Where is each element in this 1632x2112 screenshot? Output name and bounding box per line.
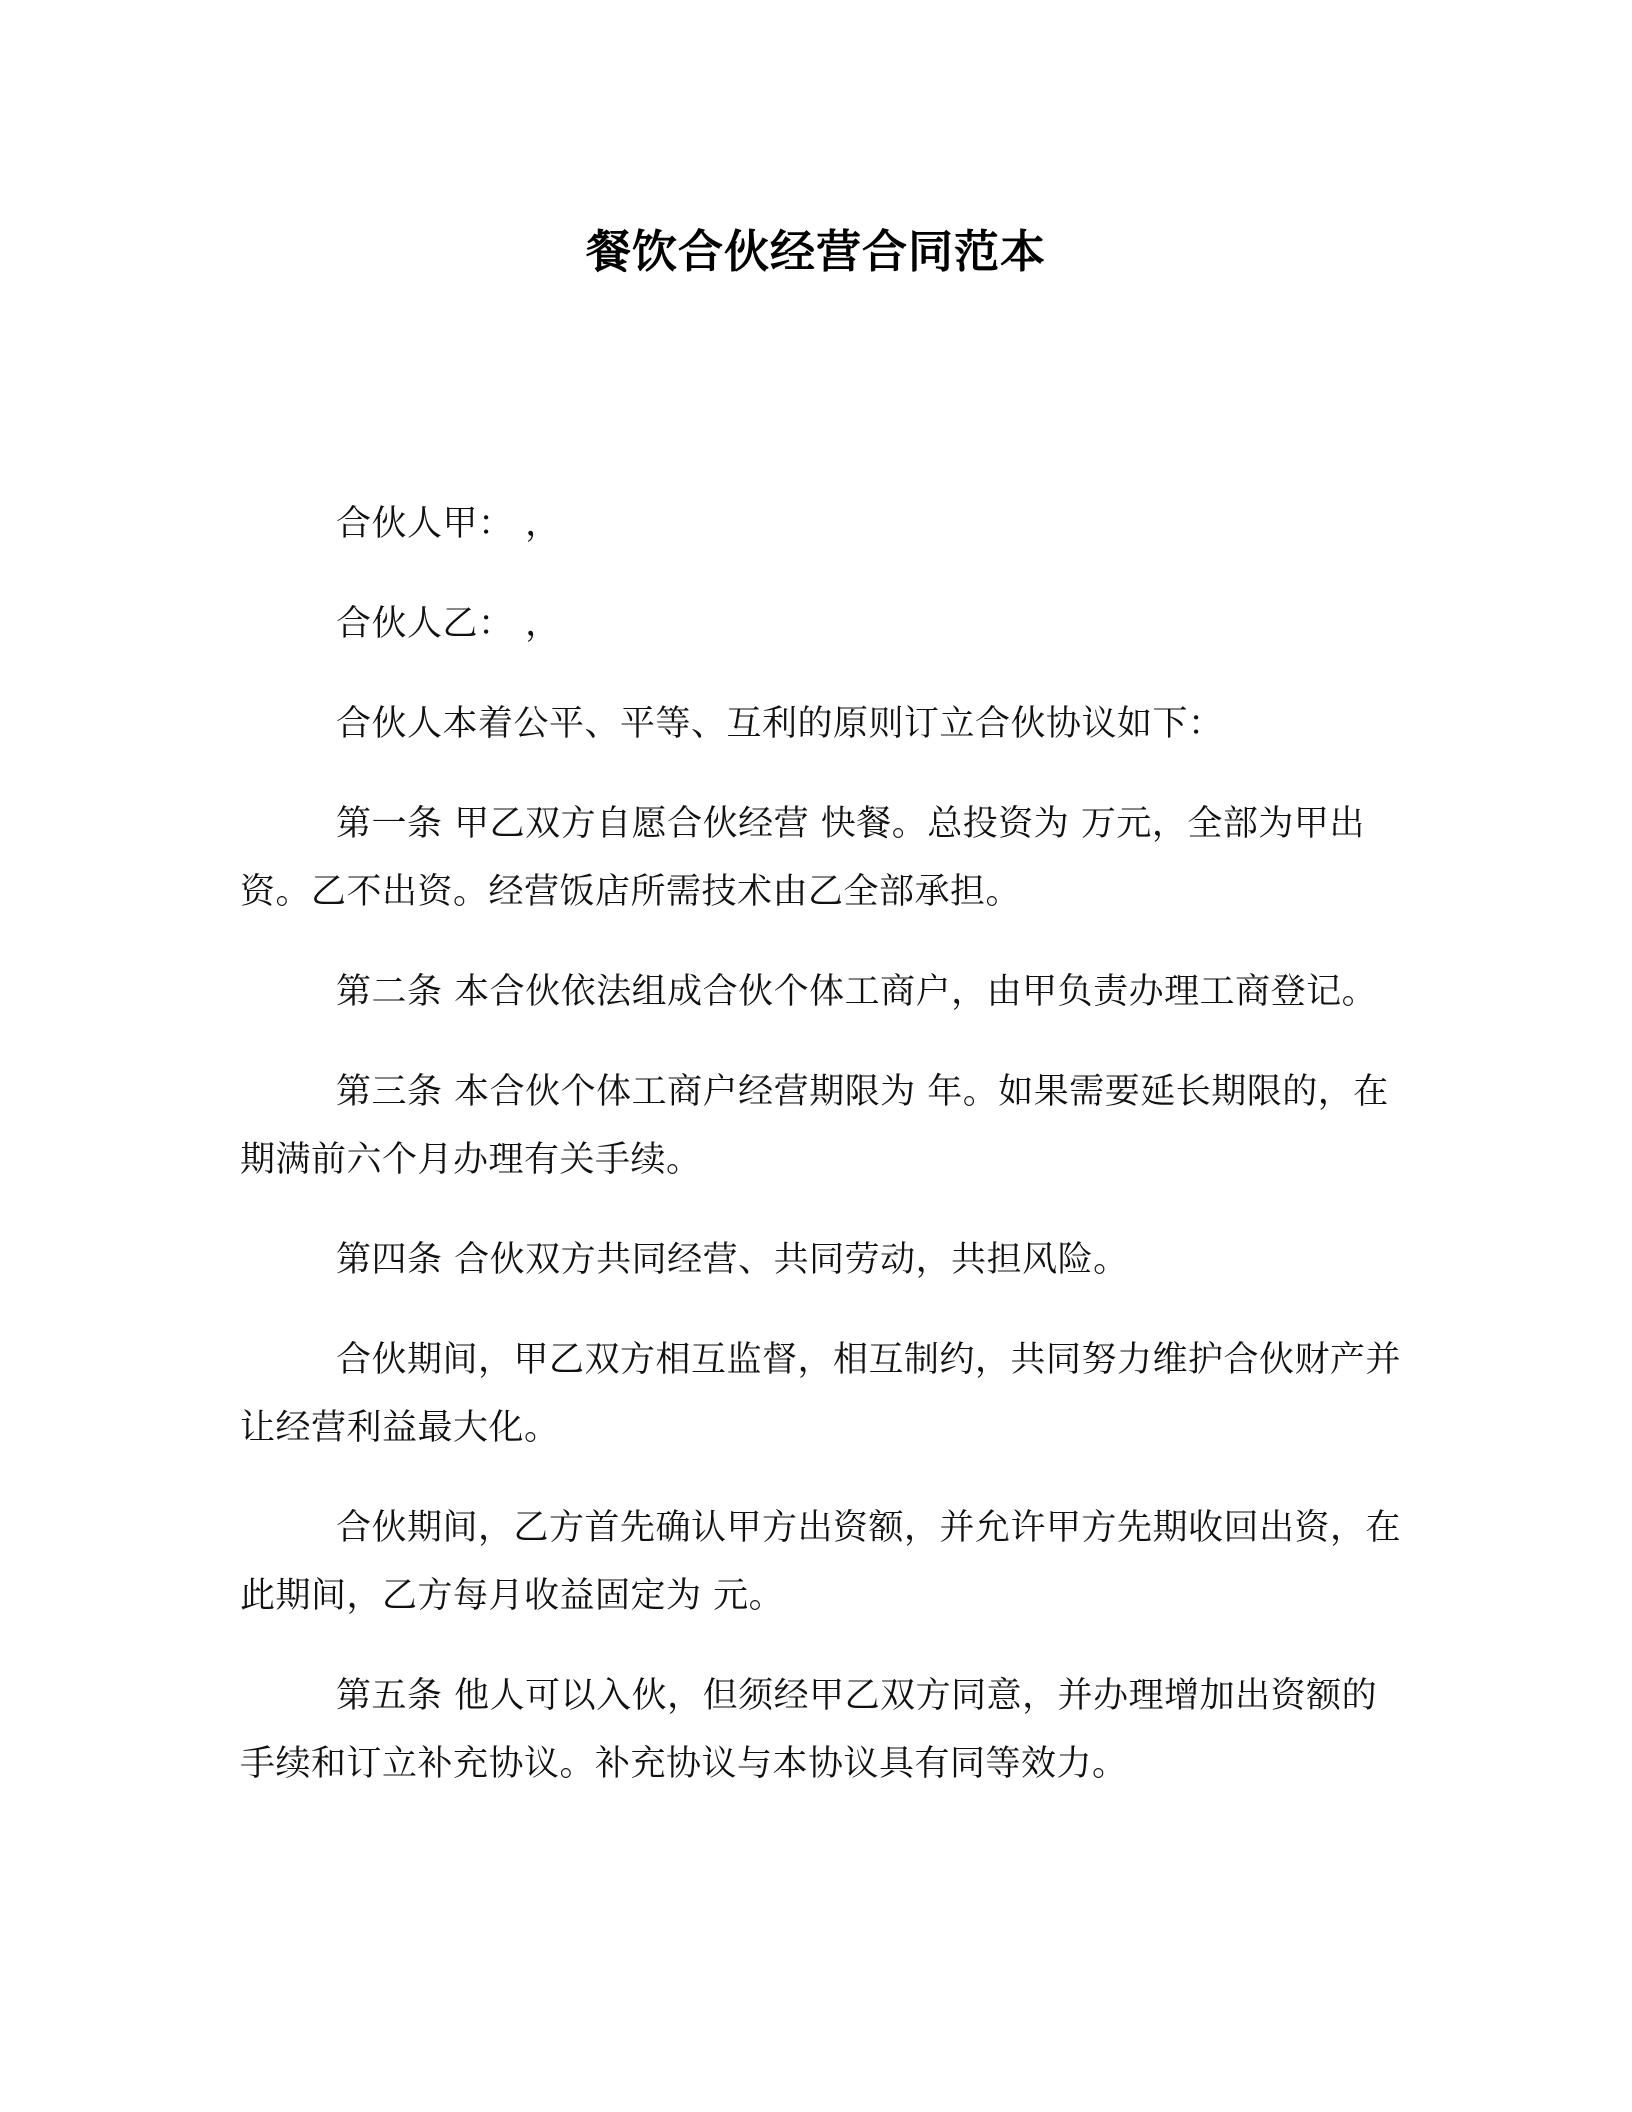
article-4: 第四条 合伙双方共同经营、共同劳动，共担风险。 [336,1240,1129,1280]
article-4-return: 合伙期间，乙方首先确认甲方出资额，并允许甲方先期收回出资，在此期间，乙方每月收益固定为 元。 [240,1508,1402,1616]
article-4-supervision: 合伙期间，甲乙双方相互监督，相互制约，共同努力维护合伙财产并让经营利益最大化。 [240,1340,1402,1448]
article-1: 第一条 甲乙双方自愿合伙经营 快餐。总投资为 万元，全部为甲出资。乙不出资。经营饭店所需技术由乙全部承担。 [240,804,1365,912]
partner-b-line: 合伙人乙： ， [336,604,561,644]
partner-a-line: 合伙人甲： ， [336,504,561,544]
article-2: 第二条 本合伙依法组成合伙个体工商户，由甲负责办理工商登记。 [336,972,1378,1012]
document-title: 餐饮合伙经营合同范本 [585,225,1046,278]
article-5: 第五条 他人可以入伙，但须经甲乙双方同意，并办理增加出资额的手续和订立补充协议。补充协议与本协议具有同等效力。 [240,1676,1378,1784]
article-3: 第三条 本合伙个体工商户经营期限为 年。如果需要延长期限的，在期满前六个月办理有关手续。 [240,1072,1389,1180]
agreement-intro: 合伙人本着公平、平等、互利的原则订立合伙协议如下： [336,704,1224,744]
document-body [240,490,1412,1830]
